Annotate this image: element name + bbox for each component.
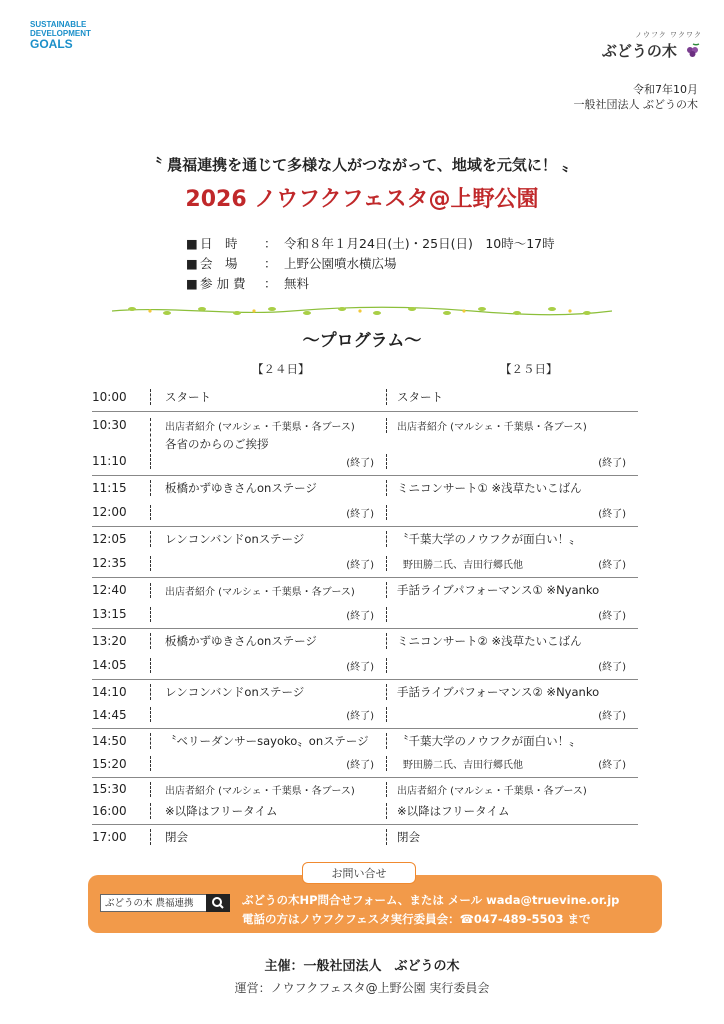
- day1-item: 各省のからのご挨拶: [165, 437, 269, 451]
- day2-end: (終了): [598, 559, 626, 571]
- day1-item: 板橋かずゆきさんonステージ: [165, 481, 317, 495]
- start-time: 17:00: [92, 830, 127, 844]
- table-row: [92, 384, 638, 412]
- schedule-table: [92, 384, 638, 849]
- day1-item: 出店者紹介 (マルシェ・千葉県・各ブース): [165, 422, 355, 433]
- day1-end: (終了): [150, 707, 386, 722]
- info-row-venue: [186, 254, 555, 274]
- day1-header: 【２４日】: [252, 362, 310, 376]
- info-value: 無料: [284, 276, 310, 291]
- start-time: 14:10: [92, 684, 127, 699]
- day2-note: 野田勝二氏、吉田行郷氏他: [403, 559, 523, 571]
- day1-end: (終了): [150, 607, 386, 622]
- end-time: 16:00: [92, 804, 127, 818]
- table-row: [92, 578, 638, 629]
- end-time: 12:00: [92, 505, 127, 519]
- table-row: [92, 680, 638, 729]
- host: 主催：一般社団法人 ぶどうの木: [264, 959, 460, 974]
- sdg-line1: SUSTAINABLE: [30, 20, 87, 29]
- end-time: 11:10: [92, 454, 127, 468]
- info-colon: ：: [264, 256, 277, 271]
- day2-item: 閉会: [397, 830, 420, 844]
- day1-item: 〝ベリーダンサーsayoko〟onステージ: [165, 733, 369, 748]
- day1-end: (終了): [150, 658, 386, 673]
- day1-end: (終了): [150, 556, 386, 571]
- day1-item: レンコンバンドonステージ: [165, 684, 305, 699]
- info-bullet: ■: [186, 256, 198, 271]
- start-time: 12:05: [92, 532, 127, 546]
- table-row: [92, 412, 638, 476]
- info-row-date: [186, 234, 555, 254]
- contact-text: [242, 891, 619, 929]
- search-input[interactable]: ぶどうの木 農福連携: [100, 894, 230, 912]
- brand-tagline: ノウフク ワクワク: [634, 31, 702, 39]
- day2-item: 出店者紹介 (マルシェ・千葉県・各ブース): [397, 422, 587, 433]
- day1-note: ※以降はフリータイム: [165, 804, 278, 818]
- contact-tab: お問い合せ: [302, 862, 416, 884]
- vine-divider: [112, 304, 612, 318]
- info-colon: ：: [264, 236, 277, 251]
- end-time: 12:35: [92, 556, 127, 570]
- end-time: 14:05: [92, 658, 127, 672]
- table-row: [92, 729, 638, 778]
- start-time: 13:20: [92, 634, 127, 648]
- program-title: ～プログラム～: [302, 331, 422, 351]
- day1-end: (終了): [150, 454, 386, 469]
- start-time: 12:40: [92, 583, 127, 597]
- day2-item: 〝千葉大学のノウフクが面白い！〟: [397, 733, 581, 748]
- day2-end: (終了): [386, 505, 638, 520]
- day2-item: ミニコンサート① ※浅草たいこばん: [397, 481, 582, 495]
- day2-item: 〝千葉大学のノウフクが面白い！〟: [397, 532, 581, 546]
- table-row: [92, 778, 638, 825]
- start-time: 10:30: [92, 418, 127, 432]
- table-row: [92, 476, 638, 527]
- day2-item: 手話ライブパフォーマンス① ※Nyanko: [397, 583, 600, 597]
- operator: 運営：ノウフクフェスタ@上野公園 実行委員会: [234, 981, 490, 995]
- search-icon: [206, 894, 230, 912]
- day2-item: 出店者紹介 (マルシェ・千葉県・各ブース): [397, 785, 587, 797]
- brand-logo: [602, 30, 702, 61]
- sdg-logo: [30, 20, 91, 51]
- info-label: 会 場: [200, 256, 238, 271]
- header-date: 令和7年10月: [633, 83, 698, 96]
- start-time: 15:30: [92, 782, 127, 796]
- start-time: 14:50: [92, 733, 127, 748]
- day1-end: (終了): [150, 505, 386, 520]
- day1-item: レンコンバンドonステージ: [165, 532, 305, 546]
- info-colon: ：: [264, 276, 277, 291]
- day2-end: (終了): [386, 658, 638, 673]
- event-info: [186, 234, 555, 294]
- day1-item: 出店者紹介 (マルシェ・千葉県・各ブース): [165, 586, 355, 598]
- day2-end: (終了): [386, 607, 638, 622]
- day2-end: (終了): [386, 707, 638, 722]
- grape-icon: [684, 43, 702, 59]
- day2-item: ミニコンサート② ※浅草たいこばん: [397, 634, 582, 648]
- info-bullet: ■: [186, 276, 198, 291]
- table-row: [92, 825, 638, 849]
- day2-end: (終了): [598, 760, 626, 771]
- day1-end: (終了): [150, 756, 386, 771]
- start-time: 11:15: [92, 481, 127, 495]
- info-value: 令和８年１月24日(土)・25日(日) 10時～17時: [284, 236, 555, 251]
- end-time: 15:20: [92, 756, 127, 771]
- contact-line2: 電話の方はノウフクフェスタ実行委員会：☎047-489-5503 まで: [242, 912, 591, 926]
- info-value: 上野公園噴水横広場: [284, 256, 397, 271]
- info-bullet: ■: [186, 236, 198, 251]
- day1-item: 閉会: [165, 830, 188, 844]
- start-time: 10:00: [92, 390, 127, 404]
- info-row-fee: [186, 274, 555, 294]
- table-row: [92, 527, 638, 578]
- page-title: 2026 ノウフクフェスタ@上野公園: [185, 187, 539, 212]
- end-time: 13:15: [92, 607, 127, 621]
- day1-item: 出店者紹介 (マルシェ・千葉県・各ブース): [165, 785, 355, 797]
- day2-item: 手話ライブパフォーマンス② ※Nyanko: [397, 684, 600, 699]
- sdg-line3: GOALS: [30, 37, 73, 51]
- day1-item: 板橋かずゆきさんonステージ: [165, 634, 317, 648]
- header-org: 一般社団法人 ぶどうの木: [573, 98, 698, 111]
- info-label: 日 時: [200, 236, 238, 251]
- subtitle: 〝 農福連携を通じて多様な人がつながって、地域を元気に！ 〟: [146, 156, 578, 174]
- info-label: 参 加 費: [200, 276, 246, 291]
- day2-note: 野田勝二氏、吉田行郷氏他: [403, 760, 523, 771]
- day1-item: スタート: [165, 390, 211, 404]
- sdg-line2: DEVELOPMENT: [30, 29, 91, 38]
- table-row: [92, 629, 638, 680]
- header-date-org: [574, 82, 699, 112]
- day2-end: (終了): [386, 454, 638, 469]
- end-time: 14:45: [92, 707, 127, 722]
- day2-note: ※以降はフリータイム: [397, 804, 510, 818]
- brand-name: ぶどうの木: [601, 42, 677, 60]
- search-button[interactable]: [206, 894, 230, 912]
- contact-line1: ぶどうの木HP問合せフォーム、または メール wada@truevine.or.jp: [242, 893, 620, 907]
- day2-header: 【２５日】: [500, 362, 558, 376]
- day2-item: スタート: [397, 390, 443, 404]
